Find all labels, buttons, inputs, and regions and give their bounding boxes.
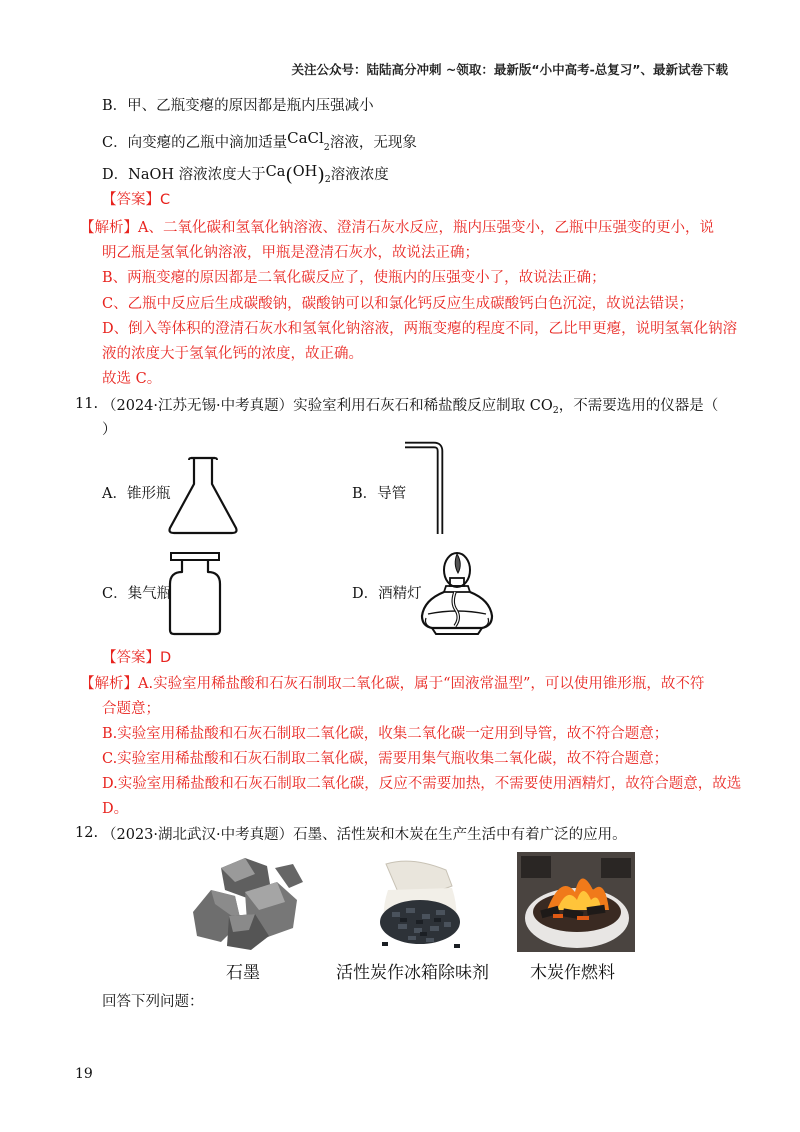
q10-analysis-line-3: B、两瓶变瘪的原因都是二氧化碳反应了，使瓶内的压强变小了，故说法正确； — [102, 270, 606, 286]
graphite-photo — [185, 852, 305, 952]
page-number: 19 — [75, 1066, 93, 1082]
delivery-tube-icon — [400, 441, 446, 537]
q11-analysis-line-1: 【解析】A.实验室用稀盐酸和石灰石制取二氧化碳，属于“固液常温型”，可以使用锥形瓶，故不符 — [80, 676, 705, 692]
q10-analysis-line-6: 液的浓度大于氢氧化钙的浓度，故正确。 — [102, 346, 363, 362]
q11-stem — [102, 396, 718, 418]
q10-option-d-suffix: 溶液浓度 — [330, 167, 389, 183]
q10-option-c-subscript: 2 — [323, 142, 330, 153]
q10-analysis-line-5: D、倒入等体积的澄清石灰水和氢氧化钠溶液，两瓶变瘪的程度不同，乙比甲更瘪，说明氢氧化钠溶 — [102, 321, 738, 337]
q11-option-b-label: B．导管 — [352, 486, 407, 502]
q10-option-d-paren-open: ( — [285, 164, 293, 186]
activated-carbon-bag-icon — [372, 852, 464, 952]
q11-stem-part-2: ，不需要选用的仪器是（ — [558, 398, 719, 414]
q10-analysis-line-1: 【解析】A、二氧化碳和氢氧化钠溶液、澄清石灰水反应，瓶内压强变小，乙瓶中压强变的更小，说 — [80, 220, 714, 236]
q10-answer: 【答案】C — [102, 192, 171, 208]
q10-analysis-line-2: 明乙瓶是氢氧化钠溶液，甲瓶是澄清石灰水，故说法正确； — [102, 245, 479, 261]
q12-prompt: 回答下列问题： — [102, 994, 204, 1010]
q11-analysis-line-4: C.实验室用稀盐酸和石灰石制取二氧化碳，需要用集气瓶收集二氧化碳，故不符合题意； — [102, 751, 669, 767]
q11-option-d-label: D．酒精灯 — [352, 586, 422, 602]
q11-stem-part-1: （2024·江苏无锡·中考真题）实验室利用石灰石和稀盐酸反应制取 CO — [102, 398, 553, 414]
q11-option-a-label: A．锥形瓶 — [102, 486, 171, 502]
q12-stem: （2023·湖北武汉·中考真题）石墨、活性炭和木炭在生产生活中有着广泛的应用。 — [102, 827, 627, 843]
q10-option-d-ca: Ca — [265, 164, 286, 180]
erlenmeyer-flask-icon — [165, 454, 245, 536]
charcoal-fuel-caption: 木炭作燃料 — [530, 963, 615, 983]
charcoal-fire-icon — [517, 852, 635, 952]
q11-stem-subscript: 2 — [552, 405, 559, 416]
q10-option-d-oh: OH — [292, 164, 318, 180]
q11-answer: 【答案】D — [102, 650, 172, 666]
q10-option-d — [102, 162, 389, 187]
q10-option-c-formula: CaCl — [287, 129, 324, 147]
graphite-rocks-icon — [185, 852, 305, 952]
graphite-caption: 石墨 — [226, 963, 260, 983]
q11-option-c-label: C．集气瓶 — [102, 586, 172, 602]
q10-option-c-suffix: 溶液，无现象 — [329, 135, 417, 151]
activated-carbon-photo — [372, 852, 464, 952]
q10-option-c-prefix: C．向变瘪的乙瓶中滴加适量 — [102, 135, 288, 151]
q10-analysis-line-7: 故选 C。 — [102, 371, 162, 387]
q12-number: 12. — [75, 825, 99, 841]
q11-analysis-line-6: D。 — [102, 801, 129, 817]
q10-option-d-subscript: 2 — [324, 174, 331, 185]
q11-analysis-line-3: B.实验室用稀盐酸和石灰石制取二氧化碳，收集二氧化碳一定用到导管，故不符合题意； — [102, 726, 669, 742]
q11-stem-close: ） — [102, 422, 117, 438]
activated-carbon-caption: 活性炭作冰箱除味剂 — [336, 963, 489, 983]
page-header: 关注公众号：陆陆高分冲刺 ~领取：最新版“小中高考-总复习”、最新试卷下载 — [291, 62, 728, 77]
q11-number: 11. — [75, 396, 99, 412]
q10-option-c — [102, 128, 417, 155]
q10-option-b: B．甲、乙瓶变瘪的原因都是瓶内压强减小 — [102, 98, 374, 114]
alcohol-lamp-icon — [418, 548, 496, 638]
gas-collecting-bottle-icon — [165, 550, 225, 636]
charcoal-fuel-photo — [517, 852, 635, 952]
q10-option-d-prefix: D．NaOH 溶液浓度大于 — [102, 167, 266, 183]
q11-analysis-line-2: 合题意； — [102, 701, 160, 717]
q10-option-d-paren-close: ) — [317, 164, 325, 186]
q11-analysis-line-5: D.实验室用稀盐酸和石灰石制取二氧化碳，反应不需要加热，不需要使用酒精灯，故符合题意，故选 — [102, 776, 742, 792]
q10-analysis-line-4: C、乙瓶中反应后生成碳酸钠，碳酸钠可以和氯化钙反应生成碳酸钙白色沉淀，故说法错误； — [102, 296, 694, 312]
